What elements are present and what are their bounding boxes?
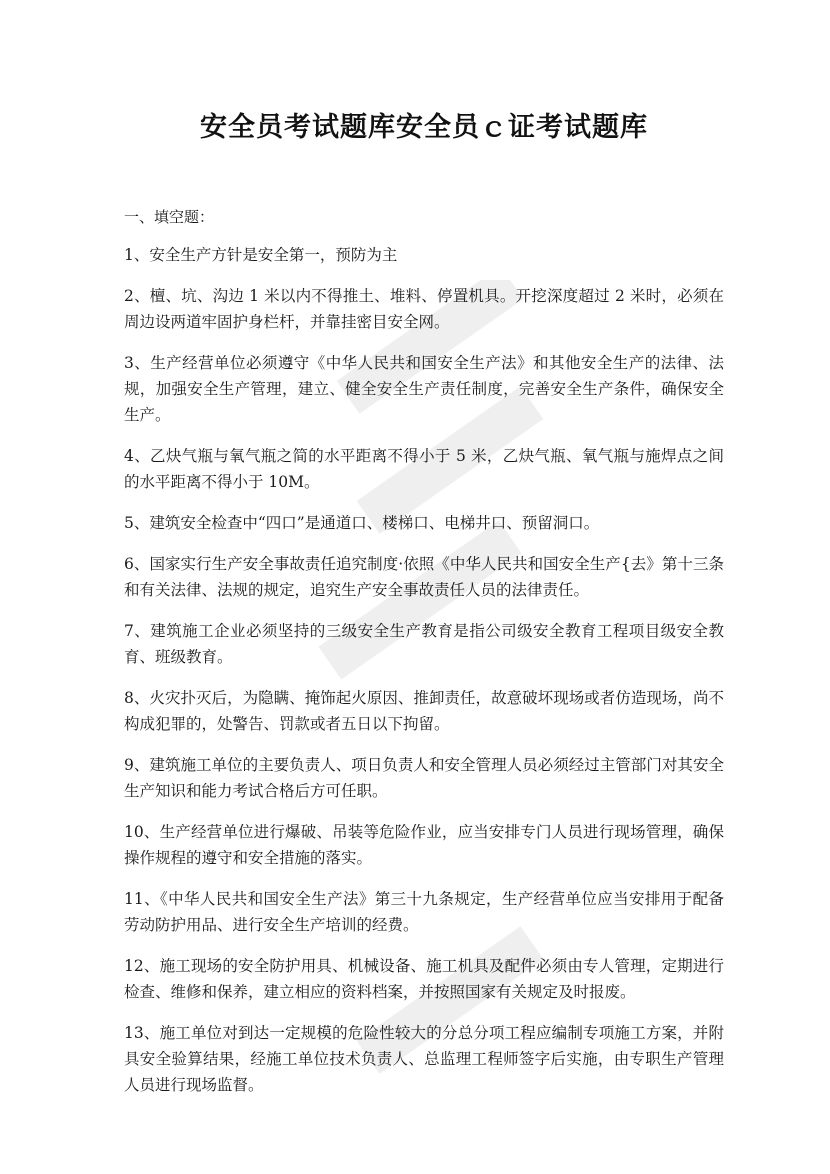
list-item: 9、建筑施工单位的主要负责人、项日负责人和安全管理人员必须经过主管部门对其安全生产知识和能力考试合格后方可任职。 xyxy=(124,756,724,801)
list-item: 1、安全生产方针是安全第一，预防为主 xyxy=(124,246,398,265)
list-item: 3、生产经营单位必须遵守《中华人民共和国安全生产法》和其他安全生产的法律、法规，加强安全生产管理，建立、健全安全生产责任制度，完善安全生产条件，确保安全生产。 xyxy=(124,354,724,425)
list-item: 11、《中华人民共和国安全生产法》第三十九条规定，生产经营单位应当安排用于配备劳动防护用品、进行安全生产培训的经费。 xyxy=(124,890,724,935)
list-item: 2、檀、坑、沟边 1 米以内不得推土、堆料、停置机具。开挖深度超过 2 米时，必须在周边设两道牢固护身栏杆，并靠挂密目安全网。 xyxy=(124,287,724,332)
list-item: 12、施工现场的安全防护用具、机械设备、施工机具及配件必须由专人管理，定期进行检查、维修和保养，建立相应的资料档案，并按照国家有关规定及时报废。 xyxy=(124,957,724,1002)
list-item: 13、施工单位对到达一定规模的危险性较大的分总分项工程应编制专项施工方案，并附具安全验算结果，经施工单位技术负责人、总监理工程师签字后实施，由专职生产管理人员进行现场监督。 xyxy=(124,1024,724,1095)
question-list xyxy=(124,242,724,1098)
document-title: 安全员考试题库安全员ｃ证考试题库 xyxy=(200,112,648,143)
list-item: 5、建筑安全检查中“四口”是通道口、楼梯口、电梯井口、预留洞口。 xyxy=(124,514,600,533)
section-heading: 一、填空题： xyxy=(124,208,215,227)
list-item: 7、建筑施工企业必须坚持的三级安全生产教育是指公司级安全教育工程项目级安全教育、班级教育。 xyxy=(124,622,724,667)
list-item: 6、国家实行生产安全事故责任追究制度·依照《中华人民共和国安全生产{去》第十三条和有关法律、法规的规定，追究生产安全事故责任人员的法律责任。 xyxy=(124,555,724,600)
list-item: 4、乙炔气瓶与氧气瓶之简的水平距离不得小于 5 米，乙炔气瓶、氧气瓶与施焊点之间的水平距离不得小于 10M。 xyxy=(124,447,724,492)
list-item: 8、火灾扑灭后，为隐瞒、掩饰起火原因、推卸责任，故意破坏现场或者仿造现场，尚不构成犯罪的，处警告、罚款或者五日以下拘留。 xyxy=(124,689,724,734)
list-item: 10、生产经营单位进行爆破、吊装等危险作业，应当安排专门人员进行现场管理，确保操作规程的遵守和安全措施的落实。 xyxy=(124,823,724,868)
